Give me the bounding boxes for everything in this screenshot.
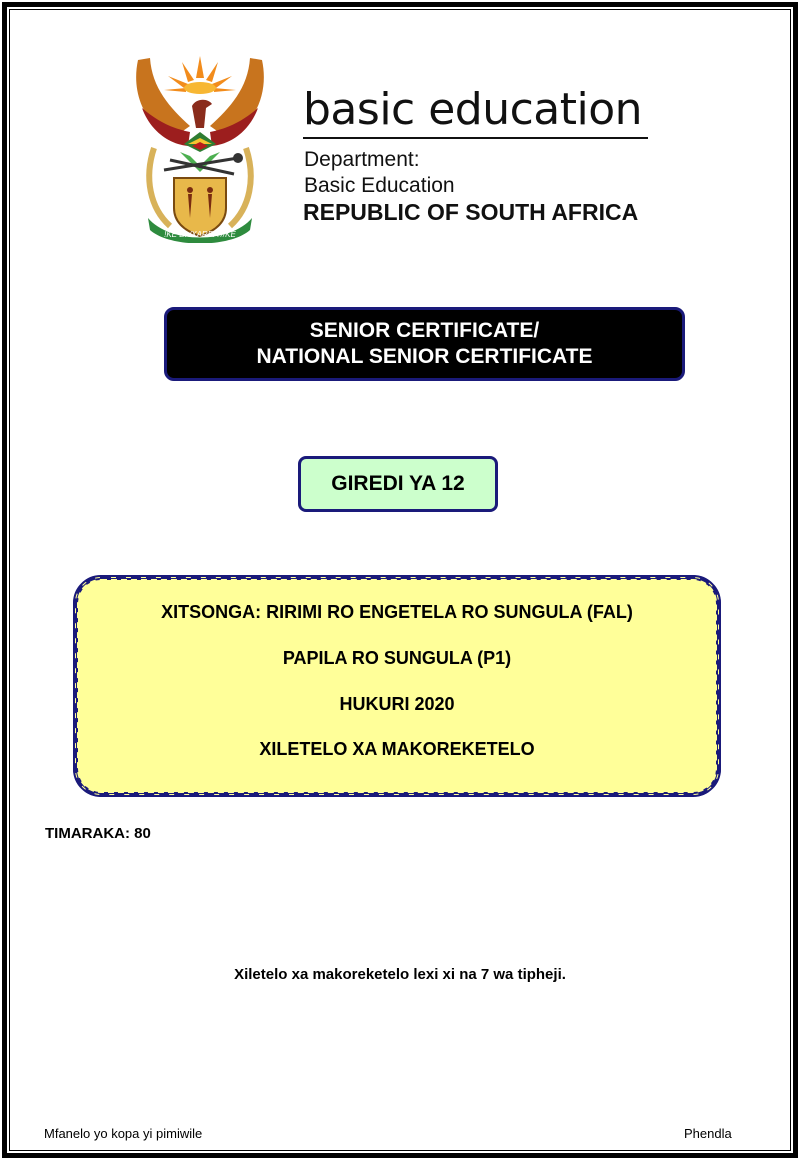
subject-paper: PAPILA RO SUNGULA (P1) [282, 648, 512, 668]
department-name: Basic Education [304, 174, 455, 197]
copyright-notice: Mfanelo yo kopa yi pimiwile [44, 1126, 203, 1141]
country-name: REPUBLIC OF SOUTH AFRICA [303, 199, 639, 225]
subject-language: XITSONGA: RIRIMI RO ENGETELA RO SUNGULA (FAL) [161, 602, 633, 622]
brand-title: basic education [303, 84, 643, 135]
page-count-note: Xiletelo xa makoreketelo lexi xi na 7 wa tipheji. [234, 966, 566, 983]
svg-text:!KE E: /XARRA //KE: !KE E: /XARRA //KE [164, 230, 236, 239]
coat-of-arms-icon [130, 48, 270, 243]
certificate-line-1: SENIOR CERTIFICATE/ [309, 319, 540, 342]
certificate-line-2: NATIONAL SENIOR CERTIFICATE [256, 345, 593, 368]
subject-box [73, 575, 721, 797]
grade-badge [298, 456, 498, 512]
department-label: Department: [304, 148, 420, 171]
subject-session: HUKURI 2020 [339, 694, 455, 714]
certificate-banner [164, 307, 685, 381]
next-page-label: Phendla [684, 1126, 732, 1141]
subject-document-type: XILETELO XA MAKOREKETELO [259, 739, 535, 759]
grade-label: GIREDI YA 12 [331, 472, 465, 495]
brand-divider [303, 137, 648, 139]
total-marks: TIMARAKA: 80 [45, 825, 151, 842]
